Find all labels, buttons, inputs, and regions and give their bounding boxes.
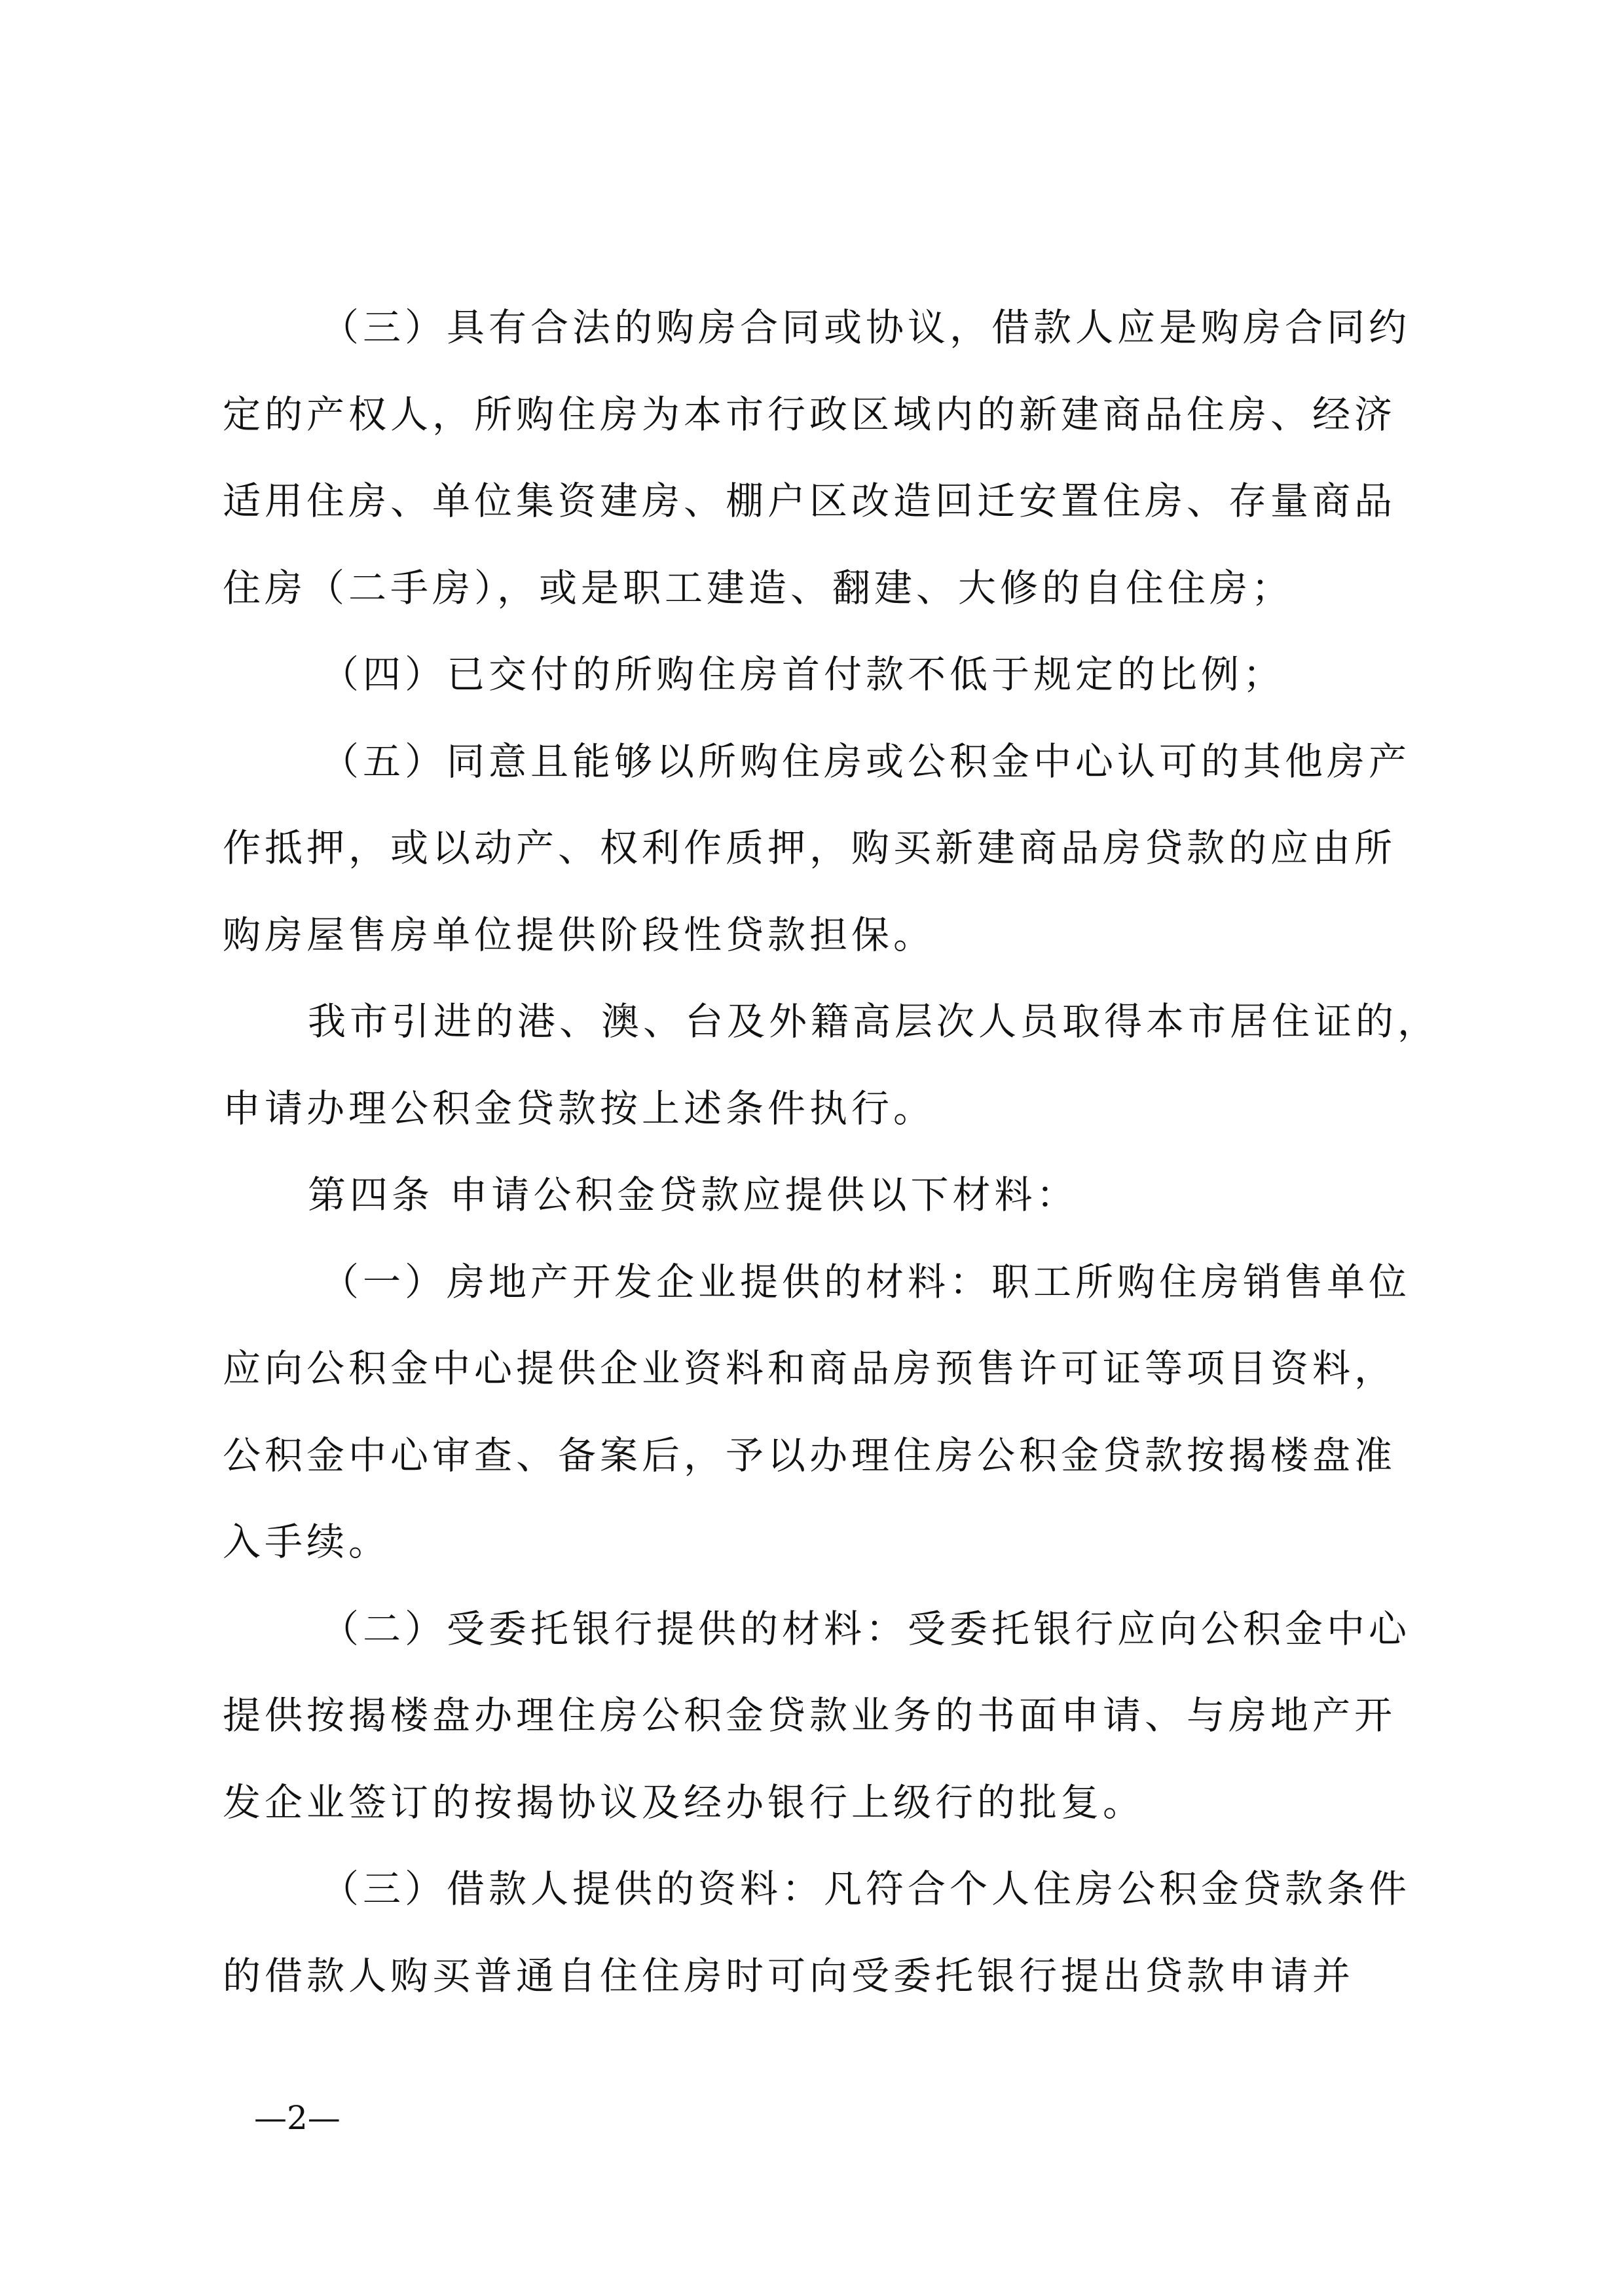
text-line: （三）借款人提供的资料：凡符合个人住房公积金贷款条件 (321, 1867, 1411, 1911)
text-line: 住房（二手房），或是职工建造、翻建、大修的自住住房； (223, 566, 1294, 610)
text-line: （一）房地产开发企业提供的材料：职工所购住房销售单位 (321, 1260, 1411, 1304)
text-line: 公积金中心审查、备案后，予以办理住房公积金贷款按揭楼盘准 (223, 1433, 1397, 1478)
text-line: 购房屋售房单位提供阶段性贷款担保。 (223, 913, 936, 957)
page-number: —2— (254, 2099, 341, 2137)
text-line: （四）已交付的所购住房首付款不低于规定的比例； (321, 652, 1285, 697)
text-line: 的借款人购买普通自住住房时可向受委托银行提出贷款申请并 (223, 1954, 1355, 1998)
text-line: 发企业签订的按揭协议及经办银行上级行的批复。 (223, 1780, 1145, 1825)
text-line: （五）同意且能够以所购住房或公积金中心认可的其他房产 (321, 739, 1411, 784)
text-line: 入手续。 (223, 1520, 391, 1564)
text-line: 申请办理公积金贷款按上述条件执行。 (223, 1086, 936, 1131)
text-line: 我市引进的港、澳、台及外籍高层次人员取得本市居住证的， (308, 999, 1440, 1044)
text-line: （二）受委托银行提供的材料：受委托银行应向公积金中心 (321, 1607, 1411, 1651)
text-line: 作抵押，或以动产、权利作质押，购买新建商品房贷款的应由所 (223, 826, 1397, 870)
text-line: 定的产权人，所购住房为本市行政区域内的新建商品住房、经济 (223, 392, 1397, 437)
article-heading: 第四条 申请公积金贷款应提供以下材料： (308, 1173, 1079, 1217)
text-line: 应向公积金中心提供企业资料和商品房预售许可证等项目资料， (223, 1346, 1397, 1391)
text-line: 提供按揭楼盘办理住房公积金贷款业务的书面申请、与房地产开 (223, 1693, 1397, 1738)
text-line: （三）具有合法的购房合同或协议，借款人应是购房合同约 (321, 305, 1411, 350)
text-line: 适用住房、单位集资建房、棚户区改造回迁安置住房、存量商品 (223, 479, 1397, 523)
